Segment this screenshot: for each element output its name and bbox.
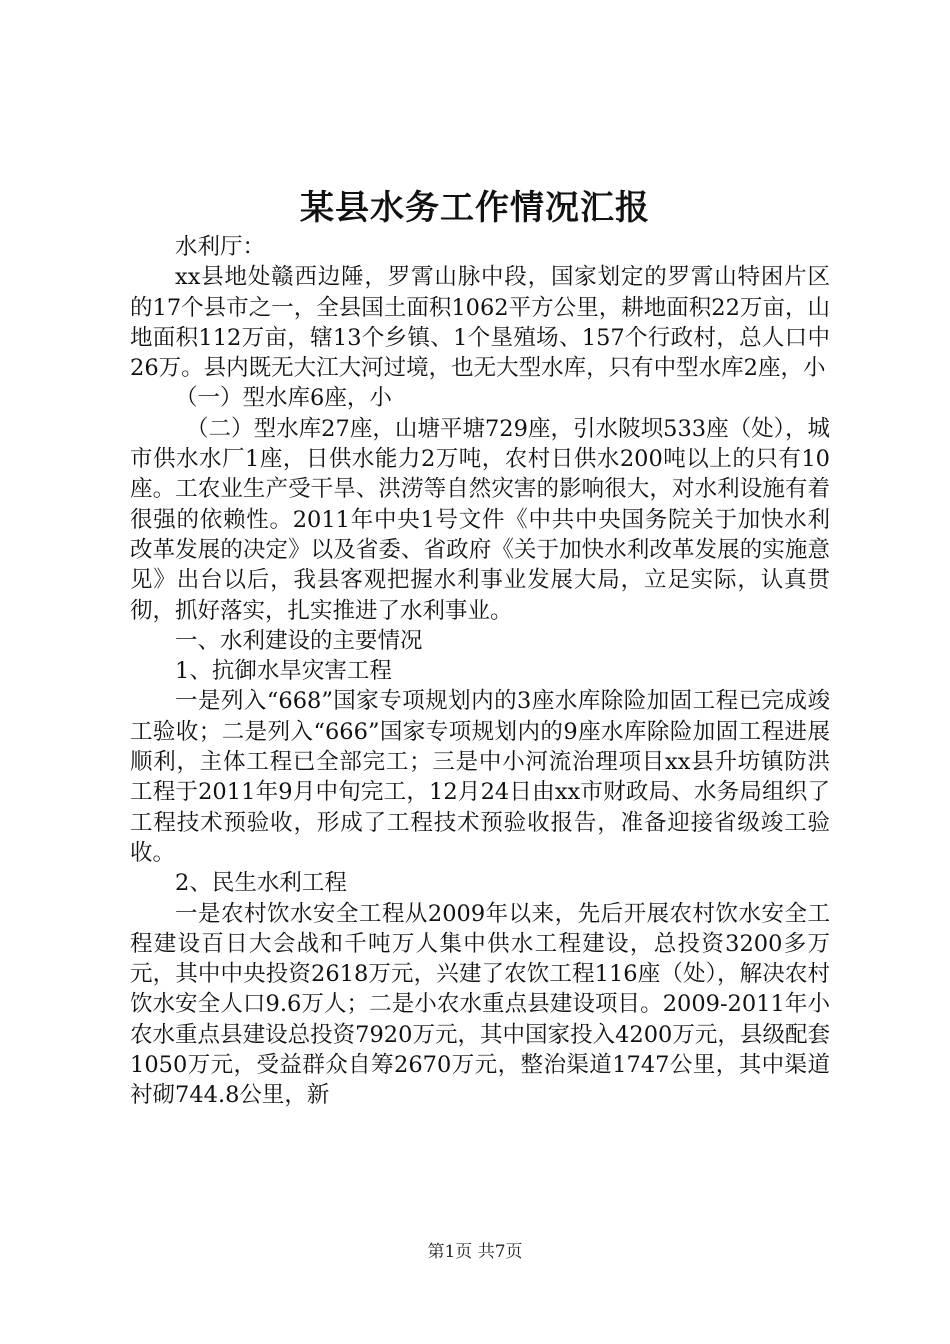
section-heading-main-situation: 一、水利建设的主要情况 (175, 627, 423, 654)
paragraph-livelihood: 一是农村饮水安全工程从2009年以来，先后开展农村饮水安全工程建设百日大会战和千吨万人集中供水工程建设，总投资3200多万元，其中中央投资2618万元，兴建了农饮工程116座（处），解决农村饮水安全人口9.6万人；二是小农水重点县建设项目。2009-2011年小农水重点县建设总投资7920万元，其中国家投入4200万元，县级配套1050万元，受益群众自筹2670万元，整治渠道1747公里，其中渠道衬砌744.8公里，新 (130, 900, 830, 1109)
paragraph-flood-drought: 一是列入“668”国家专项规划内的3座水库除险加固工程已完成竣工验收；二是列入“666”国家专项规划内的9座水库除险加固工程进展顺利，主体工程已全部完工；三是中小河流治理项目xx县升坊镇防洪工程于2011年9月中旬完工，12月24日由xx市财政局、水务局组织了工程技术预验收，形成了工程技术预验收报告，准备迎接省级竣工验收。 (130, 688, 830, 866)
document-title: 某县水务工作情况汇报 (300, 188, 650, 228)
paragraph-reservoir-type-2: （二）型水库27座，山塘平塘729座，引水陂坝533座（处），城市供水水厂1座，日供水能力2万吨，农村日供水200吨以上的只有10座。工农业生产受干旱、洪涝等自然灾害的影响很大，对水利设施有着很强的依赖性。2011年中央1号文件《中共中央国务院关于加快水利改革发展的决定》以及省委、省政府《关于加快水利改革发展的实施意见》出台以后，我县客观把握水利事业发展大局，立足实际，认真贯彻，抓好落实，扎实推进了水利事业。 (130, 415, 830, 624)
paragraph-reservoir-type-1: （一）型水库6座，小 (175, 385, 392, 412)
document-body (130, 232, 830, 1111)
page-footer: 第1页 共7页 (427, 1242, 523, 1262)
salutation: 水利厅： (175, 234, 266, 260)
subheading-livelihood: 2、民生水利工程 (175, 870, 347, 897)
subheading-flood-drought: 1、抗御水旱灾害工程 (175, 658, 392, 685)
paragraph-county-overview: xx县地处赣西边陲，罗霄山脉中段，国家划定的罗霄山特困片区的17个县市之一，全县国土面积1062平方公里，耕地面积22万亩，山地面积112万亩，辖13个乡镇、1个垦殖场、157个行政村，总人口中26万。县内既无大江大河过境，也无大型水库，只有中型水库2座，小 (130, 264, 830, 382)
